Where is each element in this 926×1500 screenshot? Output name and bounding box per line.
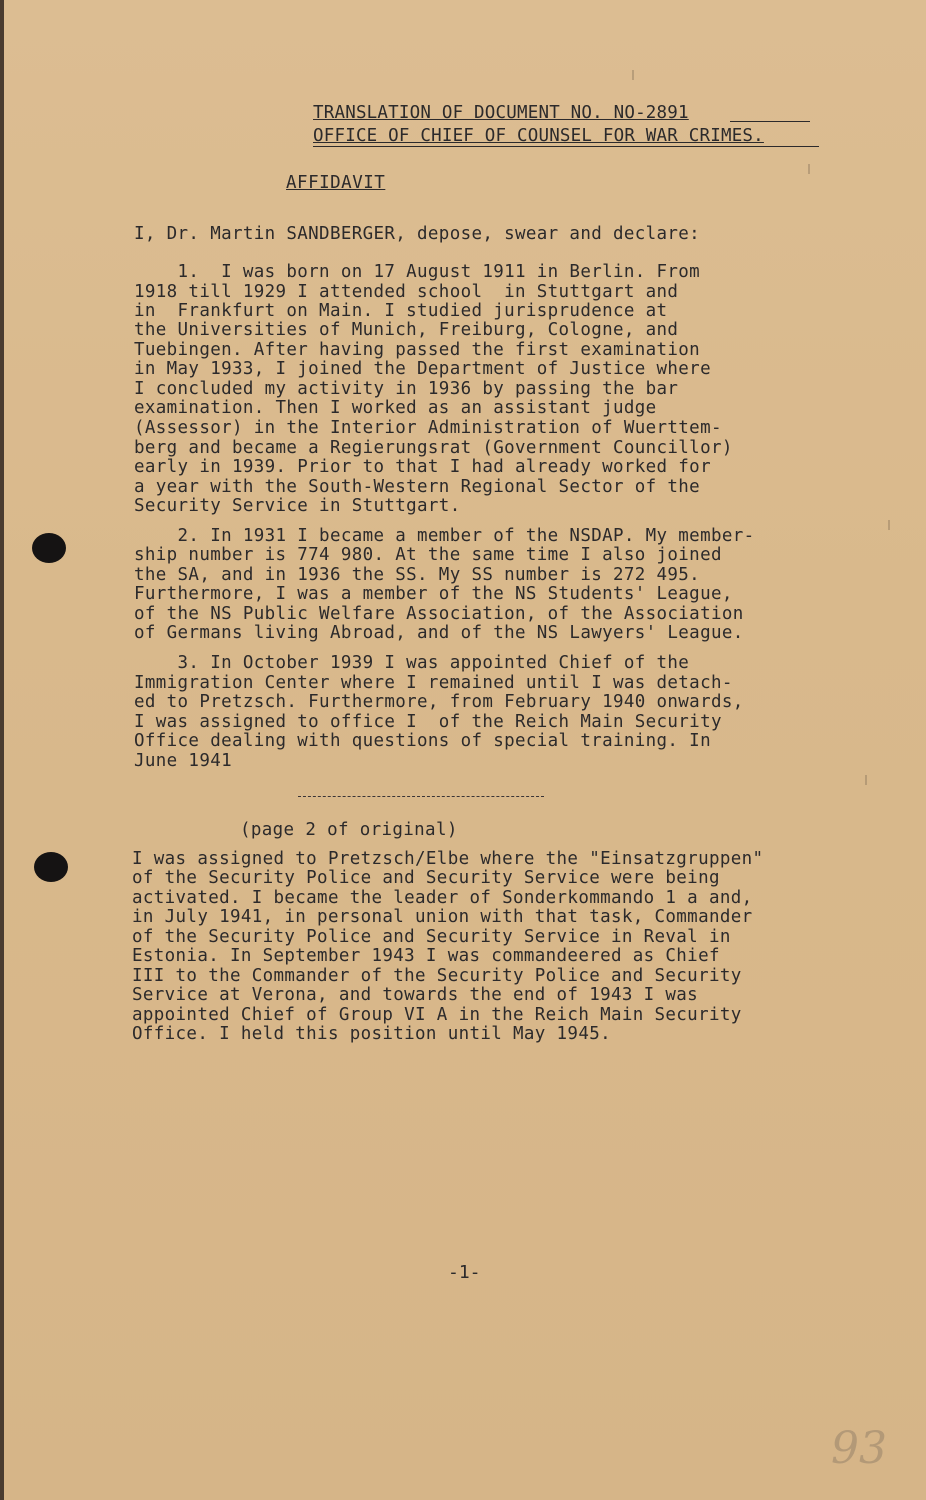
- text-line: (Assessor) in the Interior Administration of Wuerttem-: [134, 418, 722, 438]
- text-line: 2. In 1931 I became a member of the NSDAP. My member-: [134, 526, 755, 546]
- text-line: early in 1939. Prior to that I had already worked for: [134, 457, 711, 477]
- paper-speck: [632, 70, 634, 80]
- text-line: in May 1933, I joined the Department of Justice where: [134, 359, 711, 379]
- punch-hole-bottom: [34, 852, 68, 882]
- original-page-marker: (page 2 of original): [240, 820, 458, 840]
- text-line: 3. In October 1939 I was appointed Chief of the: [134, 653, 690, 673]
- page-divider: [298, 796, 544, 797]
- page-number: -1-: [448, 1262, 481, 1283]
- text-line: Furthermore, I was a member of the NS Students' League,: [134, 584, 733, 604]
- text-line: of the Security Police and Security Service in Reval in: [132, 927, 731, 947]
- text-line: ship number is 774 980. At the same time I also joined: [134, 545, 722, 565]
- text-line: appointed Chief of Group VI A in the Reich Main Security: [132, 1005, 742, 1025]
- page-edge-shadow: [0, 0, 4, 1500]
- text-line: I concluded my activity in 1936 by passing the bar: [134, 379, 679, 399]
- paper-speck: [865, 775, 867, 785]
- text-line: June 1941: [134, 751, 232, 771]
- text-line: activated. I became the leader of Sonderkommando 1 a and,: [132, 888, 753, 908]
- text-line: Estonia. In September 1943 I was commandeered as Chief: [132, 946, 720, 966]
- text-line: a year with the South-Western Regional Sector of the: [134, 477, 701, 497]
- text-line: Office. I held this position until May 1945.: [132, 1024, 611, 1044]
- text-line: ed to Pretzsch. Furthermore, from February 1940 onwards,: [134, 692, 744, 712]
- text-line: Immigration Center where I remained until I was detach-: [134, 673, 733, 693]
- header-rule: [730, 121, 810, 122]
- text-line: Service at Verona, and towards the end of 1943 I was: [132, 985, 699, 1005]
- header-translation-line: TRANSLATION OF DOCUMENT NO. NO-2891: [313, 103, 689, 123]
- text-line: the SA, and in 1936 the SS. My SS number is 272 495.: [134, 565, 701, 585]
- document-title: AFFIDAVIT: [286, 173, 386, 193]
- text-line: Tuebingen. After having passed the first examination: [134, 340, 701, 360]
- text-line: in Frankfurt on Main. I studied jurisprudence at: [134, 301, 668, 321]
- text-line: examination. Then I worked as an assistant judge: [134, 398, 657, 418]
- header-rule: [313, 146, 819, 147]
- text-line: of Germans living Abroad, and of the NS Lawyers' League.: [134, 623, 744, 643]
- paper-speck: [808, 164, 810, 174]
- text-line: 1918 till 1929 I attended school in Stuttgart and: [134, 282, 679, 302]
- text-line: 1. I was born on 17 August 1911 in Berlin. From: [134, 262, 701, 282]
- punch-hole-top: [32, 533, 66, 563]
- text-line: in July 1941, in personal union with that task, Commander: [132, 907, 753, 927]
- header-office-line: OFFICE OF CHIEF OF COUNSEL FOR WAR CRIMES.: [313, 126, 764, 146]
- paper-speck: [888, 520, 890, 530]
- text-line: I was assigned to Pretzsch/Elbe where the "Einsatzgruppen": [132, 849, 764, 869]
- text-line: of the NS Public Welfare Association, of the Association: [134, 604, 744, 624]
- text-line: berg and became a Regierungsrat (Government Councillor): [134, 438, 733, 458]
- pencil-page-note: 93: [831, 1423, 887, 1474]
- text-line: Security Service in Stuttgart.: [134, 496, 461, 516]
- text-line: the Universities of Munich, Freiburg, Cologne, and: [134, 320, 679, 340]
- text-line: Office dealing with questions of special training. In: [134, 731, 711, 751]
- text-line: of the Security Police and Security Service were being: [132, 868, 720, 888]
- intro-line: I, Dr. Martin SANDBERGER, depose, swear and declare:: [134, 224, 701, 244]
- text-line: I was assigned to office I of the Reich Main Security: [134, 712, 722, 732]
- text-line: III to the Commander of the Security Police and Security: [132, 966, 742, 986]
